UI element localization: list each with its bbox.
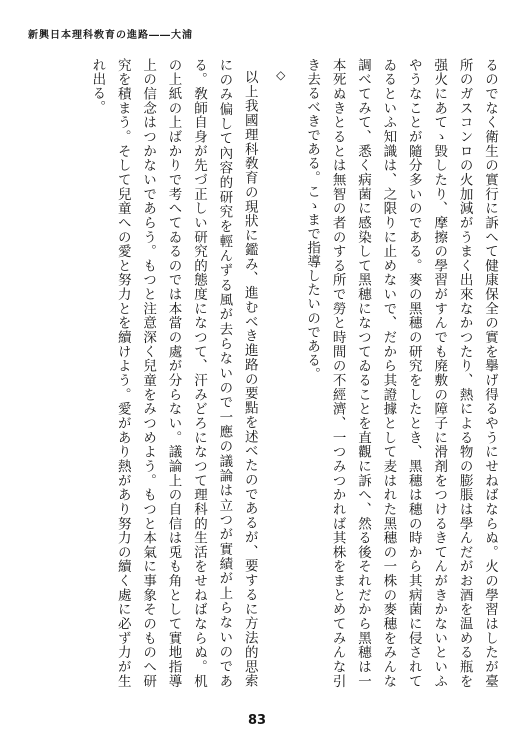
page-number: 83 (248, 713, 267, 728)
paragraph: 以上我國理科敎育の現狀に鑑み、進むべき進路の要點を述べたのであるが、要するに方法的思索にのみ偏して內容的研究を輕んずる風が去らないので一應の議論は立つが實績が上らないのである。敎師自身が先づ正しい研究的態度になつて、汗みどろになつて理科的生活をせねばならぬ。机の上紙の上ばかりで考へてゐるのでは本當の處が分らない。議論上の自信は兎も角として實地指導上の信念はつかないであらう。もつと注意深く兒童をみつめよう。もつと本氣に事象そのものへ研究を積まう。そして兒童への愛と努力とを續けよう。愛があり熱があり努力の續く處に必ず力が生れ出る。 (89, 58, 258, 688)
running-header: 新興日本理科敎育の進路――大浦 (28, 30, 193, 41)
paragraph: るのでなく衛生の實行に訴へて健康保全の實を擧げ得るやうにせねばならぬ。火の學習はしたが臺所のガスコンロの火加減がうまく出來なかつたり、熱による物の膨脹は學んだがお酒を温める瓶を强火にあてゝ毀したり、摩擦の學習がすんでも廃敷の障子に滑剤をつけるきてんがきかないといふやうなことが隨分多いのである。麥の黑穗の研究をしたとき、黑穗は穗の時から其病菌に侵されてゐるといふ知識は、之限りに止めないで、だから其證據として麦はれた黑穗の一株の麥穗をみんな調べてみて、悉く病菌に感染して黑穗になつてゐることを直觀に訴へ、然る後それだから黑穗は一本死ぬきとるとは無智の者のする所で勞と時間の不經濟、一つみつかれば其株をまとめてみんな引き去るべきである。こゝまで指導したいのである。 (304, 58, 498, 688)
diamond-ornament-icon: ◇ (273, 68, 288, 83)
body-text (89, 58, 502, 688)
